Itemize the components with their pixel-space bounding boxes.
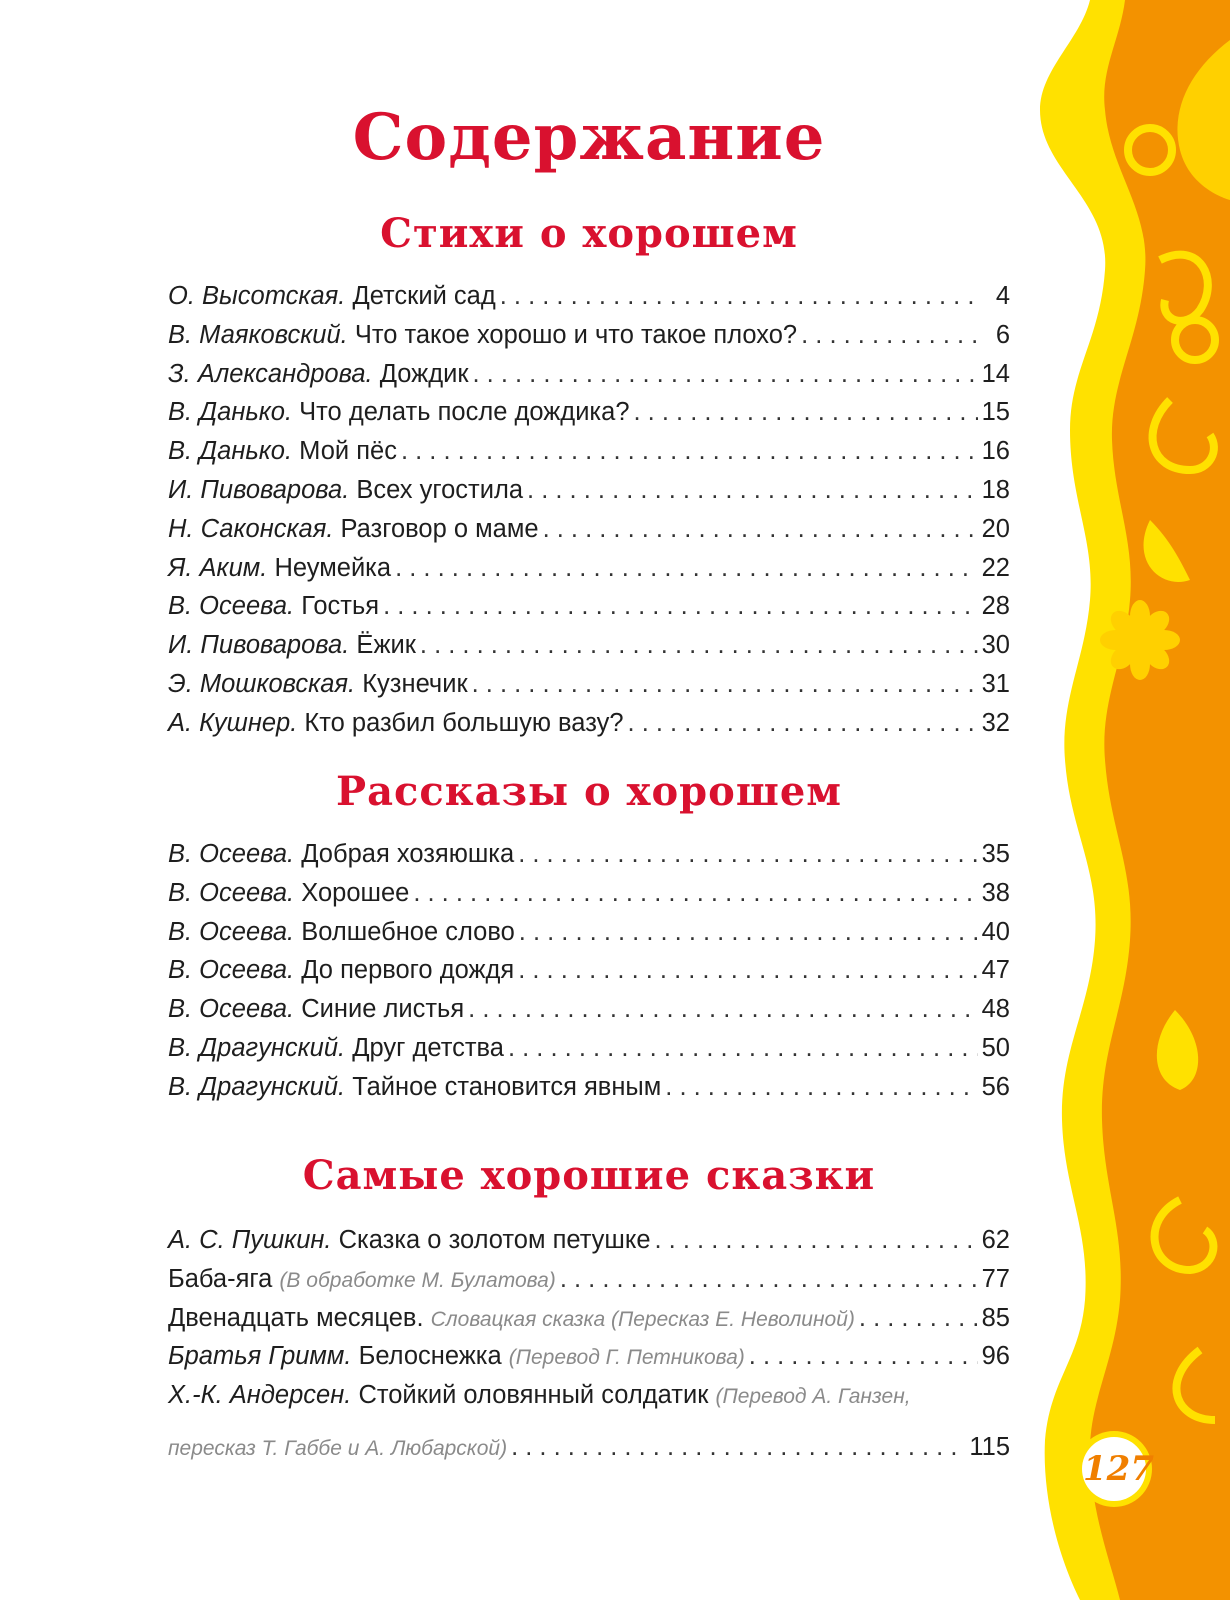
toc-entry (168, 282, 1010, 321)
entry-note-continuation: пересказ Т. Габбе и А. Любарской) (168, 1437, 508, 1461)
entry-author: И. Пивоварова. (168, 631, 350, 660)
dot-leader (395, 554, 978, 583)
dot-leader (655, 1226, 978, 1255)
entry-page: 6 (995, 320, 1010, 349)
entry-title: Белоснежка (358, 1342, 502, 1371)
entry-title: Синие листья (301, 995, 465, 1024)
toc-entry (168, 631, 1010, 670)
toc-section-poems (168, 282, 1010, 748)
entry-author: И. Пивоварова. (168, 475, 350, 504)
entry-author: В. Данько. (168, 437, 293, 466)
entry-page: 47 (981, 956, 1010, 985)
entry-title: Дождик (379, 359, 469, 388)
entry-title: Ёжик (356, 631, 416, 660)
entry-page: 22 (981, 553, 1010, 582)
entry-page: 31 (981, 669, 1010, 698)
dot-leader (508, 1034, 978, 1063)
dot-leader (560, 1265, 978, 1294)
dot-leader (628, 709, 978, 738)
entry-title: Друг детства (352, 1033, 504, 1062)
toc-section-tales (168, 1226, 1010, 1472)
entry-title: Двенадцать месяцев. (168, 1303, 424, 1332)
entry-author: А. Кушнер. (168, 708, 298, 737)
toc-entry (168, 554, 1010, 593)
entry-page: 77 (981, 1264, 1010, 1293)
entry-title: Разговор о маме (340, 514, 539, 543)
entry-page: 48 (981, 995, 1010, 1024)
entry-author: Э. Мошковская. (168, 669, 356, 698)
entry-page: 96 (981, 1342, 1010, 1371)
toc-entry (168, 515, 1010, 554)
entry-page: 14 (981, 359, 1010, 388)
dot-leader (401, 437, 978, 466)
dot-leader (527, 476, 978, 505)
entry-author: О. Высотская. (168, 282, 346, 310)
entry-title: Добрая хозяюшка (301, 840, 515, 868)
toc-entry (168, 1342, 1010, 1381)
entry-author: З. Александрова. (168, 359, 373, 388)
entry-author: В. Маяковский. (168, 320, 348, 349)
toc-entry (168, 840, 1010, 879)
dot-leader (472, 360, 977, 389)
entry-page: 38 (981, 878, 1010, 907)
entry-page: 20 (981, 514, 1010, 543)
section-title: Стихи о хорошем (380, 210, 798, 257)
entry-page: 115 (969, 1433, 1010, 1462)
toc-entry (168, 1381, 1010, 1433)
entry-title: Стойкий оловянный солдатик (358, 1381, 709, 1410)
dot-leader (518, 840, 977, 869)
entry-title: Гостья (301, 592, 380, 621)
toc-entry (168, 437, 1010, 476)
dot-leader (500, 282, 980, 311)
dot-leader (518, 956, 977, 985)
entry-page: 32 (981, 708, 1010, 737)
dot-leader (859, 1304, 978, 1333)
entry-author: В. Осеева. (168, 592, 295, 621)
toc-entry (168, 1265, 1010, 1304)
entry-note: (В обработке М. Булатова) (279, 1268, 556, 1292)
toc-entry (168, 670, 1010, 709)
entry-page: 35 (981, 840, 1010, 868)
toc-section-stories (168, 840, 1010, 1112)
dot-leader (511, 1433, 965, 1462)
entry-title: До первого дождя (301, 956, 515, 985)
entry-author: В. Данько. (168, 398, 293, 427)
entry-author: В. Осеева. (168, 878, 295, 907)
dot-leader (420, 631, 978, 660)
toc-entry (168, 398, 1010, 437)
toc-entry (168, 709, 1010, 748)
toc-entry (168, 321, 1010, 360)
entry-title: Волшебное слово (301, 917, 515, 946)
entry-title: Хорошее (301, 878, 410, 907)
entry-page: 40 (981, 917, 1010, 946)
entry-author: В. Осеева. (168, 917, 295, 946)
entry-title: Кузнечик (362, 669, 468, 698)
entry-author: Я. Аким. (168, 553, 268, 582)
entry-title: Баба-яга (168, 1264, 273, 1293)
entry-author: В. Осеева. (168, 840, 295, 868)
toc-entry (168, 918, 1010, 957)
entry-title: Что делать после дождика? (299, 398, 630, 427)
toc-entry (168, 1034, 1010, 1073)
entry-title: Всех угостила (356, 475, 524, 504)
entry-page: 28 (981, 592, 1010, 621)
entry-title: Что такое хорошо и что такое плохо? (354, 320, 798, 349)
entry-author: Н. Саконская. (168, 514, 334, 543)
entry-title: Кто разбил большую вазу? (304, 708, 624, 737)
toc-entry (168, 956, 1010, 995)
entry-page: 62 (981, 1226, 1010, 1254)
toc-entry (168, 476, 1010, 515)
entry-author: А. С. Пушкин. (168, 1226, 332, 1254)
section-title: Самые хорошие сказки (302, 1152, 876, 1199)
dot-leader (665, 1073, 977, 1102)
entry-author: Х.-К. Андерсен. (168, 1381, 352, 1410)
entry-author: В. Осеева. (168, 995, 295, 1024)
toc-entry (168, 592, 1010, 631)
entry-page: 15 (981, 398, 1010, 427)
entry-page: 16 (981, 437, 1010, 466)
dot-leader (468, 995, 977, 1024)
entry-author: Братья Гримм. (168, 1342, 352, 1371)
page-title: Содержание (352, 100, 826, 175)
entry-author: В. Драгунский. (168, 1072, 346, 1101)
entry-page: 56 (981, 1072, 1010, 1101)
dot-leader (543, 515, 978, 544)
entry-page: 18 (981, 475, 1010, 504)
toc-entry (168, 995, 1010, 1034)
entry-note: (Перевод Г. Петникова) (508, 1346, 745, 1370)
entry-title: Тайное становится явным (352, 1072, 662, 1101)
entry-author: В. Осеева. (168, 956, 295, 985)
page-number: 127 (1083, 1449, 1154, 1489)
entry-note: Словацкая сказка (Пересказ Е. Неволиной) (430, 1307, 855, 1331)
toc-entry (168, 1226, 1010, 1265)
entry-page: 85 (981, 1303, 1010, 1332)
dot-leader (749, 1342, 978, 1371)
entry-page: 30 (981, 631, 1010, 660)
dot-leader (413, 879, 977, 908)
toc-entry-continuation (168, 1433, 1010, 1472)
dot-leader (472, 670, 978, 699)
dot-leader (634, 398, 978, 427)
dot-leader (383, 592, 978, 621)
entry-page: 4 (995, 282, 1010, 310)
toc-entry (168, 360, 1010, 399)
entry-title: Детский сад (352, 282, 496, 310)
toc-entry (168, 879, 1010, 918)
toc-entry (168, 1304, 1010, 1343)
section-title: Рассказы о хорошем (335, 768, 843, 815)
entry-title: Неумейка (274, 553, 392, 582)
dot-leader (801, 321, 980, 350)
entry-author: В. Драгунский. (168, 1033, 346, 1062)
entry-page: 50 (981, 1033, 1010, 1062)
toc-entry (168, 1073, 1010, 1112)
entry-title: Мой пёс (299, 437, 397, 466)
dot-leader (519, 918, 978, 947)
entry-note: (Перевод А. Ганзен, (715, 1385, 911, 1409)
entry-title: Сказка о золотом петушке (338, 1226, 651, 1254)
